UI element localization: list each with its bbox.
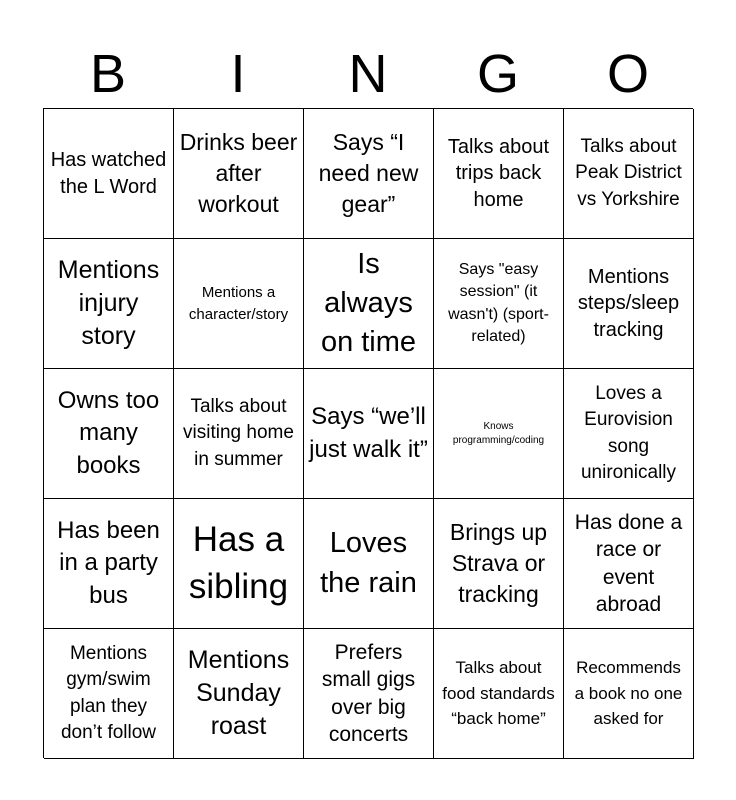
bingo-board (43, 108, 693, 758)
cell-text: Is always on time (320, 247, 417, 359)
bingo-cell[interactable] (304, 499, 434, 629)
cell-text: Talks about food standards “back home” (442, 658, 555, 729)
cell-text: Loves a Eurovision song unironically (580, 383, 677, 483)
bingo-cell[interactable] (44, 499, 174, 629)
cell-text: Says “I need new gear” (318, 128, 419, 218)
bingo-cell[interactable] (434, 629, 564, 759)
cell-text: Mentions injury story (57, 256, 160, 350)
cell-text: Says "easy session" (it wasn't) (sport-related) (448, 260, 549, 345)
bingo-cell[interactable] (434, 369, 564, 499)
bingo-cell[interactable] (44, 369, 174, 499)
cell-text: Has a sibling (188, 520, 289, 606)
bingo-cell[interactable] (564, 629, 694, 759)
cell-text: Knows programming/coding (452, 421, 545, 446)
cell-text: Prefers small gigs over big concerts (321, 640, 416, 746)
bingo-cell[interactable] (564, 109, 694, 239)
cell-text: Mentions gym/swim plan they don’t follow (60, 643, 157, 743)
bingo-cell[interactable] (434, 239, 564, 369)
cell-text: Talks about Peak District vs Yorkshire (575, 136, 682, 210)
header-letter-i: I (230, 44, 246, 104)
bingo-cell[interactable] (304, 109, 434, 239)
bingo-cell[interactable] (304, 239, 434, 369)
bingo-cell[interactable] (434, 109, 564, 239)
cell-text: Talks about trips back home (447, 135, 550, 211)
bingo-cell[interactable] (44, 629, 174, 759)
header-letter-n: N (348, 44, 388, 104)
cell-text: Has been in a party bus (57, 516, 160, 609)
cell-text: Drinks beer after workout (179, 128, 298, 218)
bingo-cell[interactable] (44, 239, 174, 369)
bingo-cell[interactable] (304, 629, 434, 759)
bingo-cell[interactable] (564, 369, 694, 499)
cell-text: Mentions a character/story (188, 283, 289, 323)
bingo-header (43, 40, 693, 108)
cell-text: Owns too many books (57, 386, 160, 479)
cell-text: Brings up Strava or tracking (449, 518, 548, 608)
bingo-cell[interactable] (434, 499, 564, 629)
cell-text: Recommends a book no one asked for (574, 658, 683, 729)
bingo-cell[interactable] (44, 109, 174, 239)
bingo-cell[interactable] (564, 499, 694, 629)
header-letter-o: O (606, 44, 649, 104)
cell-text: Talks about visiting home in summer (183, 396, 294, 470)
bingo-cell[interactable] (174, 109, 304, 239)
cell-text: Says “we’ll just walk it” (309, 403, 428, 463)
header-letter-g: G (476, 44, 519, 104)
bingo-cell[interactable] (174, 369, 304, 499)
bingo-cell[interactable] (174, 499, 304, 629)
bingo-cell[interactable] (304, 369, 434, 499)
cell-text: Has done a race or event abroad (574, 510, 683, 616)
bingo-cell[interactable] (564, 239, 694, 369)
cell-text: Has watched the L Word (50, 149, 167, 198)
bingo-cell[interactable] (174, 629, 304, 759)
bingo-cell[interactable] (174, 239, 304, 369)
cell-text: Mentions Sunday roast (187, 646, 290, 740)
cell-text: Mentions steps/sleep tracking (577, 265, 680, 341)
header-letter-b: B (89, 44, 127, 104)
cell-text: Loves the rain (320, 527, 417, 599)
